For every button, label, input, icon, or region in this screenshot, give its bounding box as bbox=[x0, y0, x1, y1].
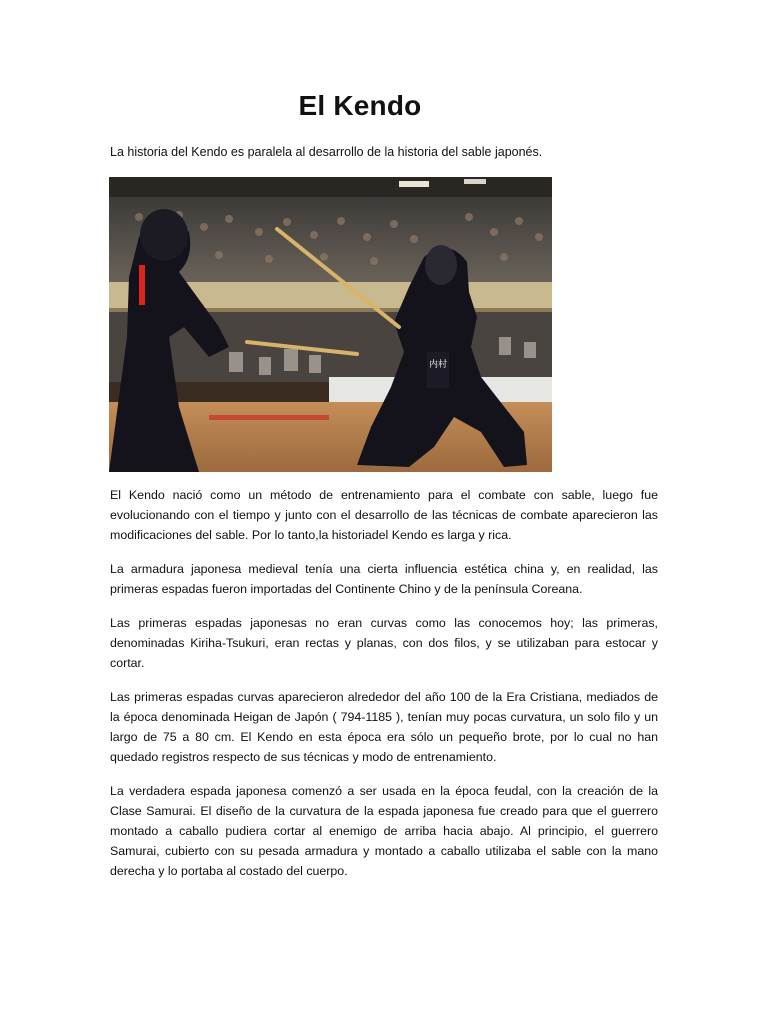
photo-illustration bbox=[109, 177, 552, 472]
paragraph-3: Las primeras espadas japonesas no eran curvas como las conocemos hoy; las primeras, denominadas Kiriha-Tsukuri, eran rectas y planas, con dos filos, y se utilizaban para estocar y cortar. bbox=[110, 616, 658, 670]
zekken-name-tag: 内村 bbox=[428, 360, 448, 370]
kendo-match-photo bbox=[109, 177, 552, 472]
paragraph-1: El Kendo nació como un método de entrenamiento para el combate con sable, luego fue evolucionando con el tiempo y junto con el desarrollo de las técnicas de combate aparecieron las modificaciones del sable. Por lo tanto,la historiadel Kendo es larga y rica. bbox=[110, 488, 658, 542]
paragraph-5: La verdadera espada japonesa comenzó a ser usada en la época feudal, con la creación de la Clase Samurai. El diseño de la curvatura de la espada japonesa fue creado para que el guerrero montado a caballo pudiera cortar al enemigo de arriba hacia abajo. Al principio, el guerrero Samurai, cubierto con su pesada armadura y montado a caballo utilizaba el sable con la mano derecha y lo portaba al costado del cuerpo. bbox=[110, 784, 658, 878]
paragraph-2: La armadura japonesa medieval tenía una cierta influencia estética china y, en realidad, las primeras espadas fueron importadas del Continente Chino y de la península Coreana. bbox=[110, 562, 658, 596]
paragraph-4: Las primeras espadas curvas aparecieron alrededor del año 100 de la Era Cristiana, mediados de la época denominada Heigan de Japón ( 794-1185 ), tenían muy pocas curvatura, un solo filo y un largo de 75 a 80 cm. El Kendo en esta época era sólo un pequeño brote, por lo cual no han quedado registros respecto de sus técnicas y modo de entrenamiento. bbox=[110, 690, 658, 764]
intro-paragraph: La historia del Kendo es paralela al desarrollo de la historia del sable japonés. bbox=[110, 145, 543, 159]
page-title: El Kendo bbox=[298, 90, 422, 121]
article-body bbox=[110, 485, 658, 895]
